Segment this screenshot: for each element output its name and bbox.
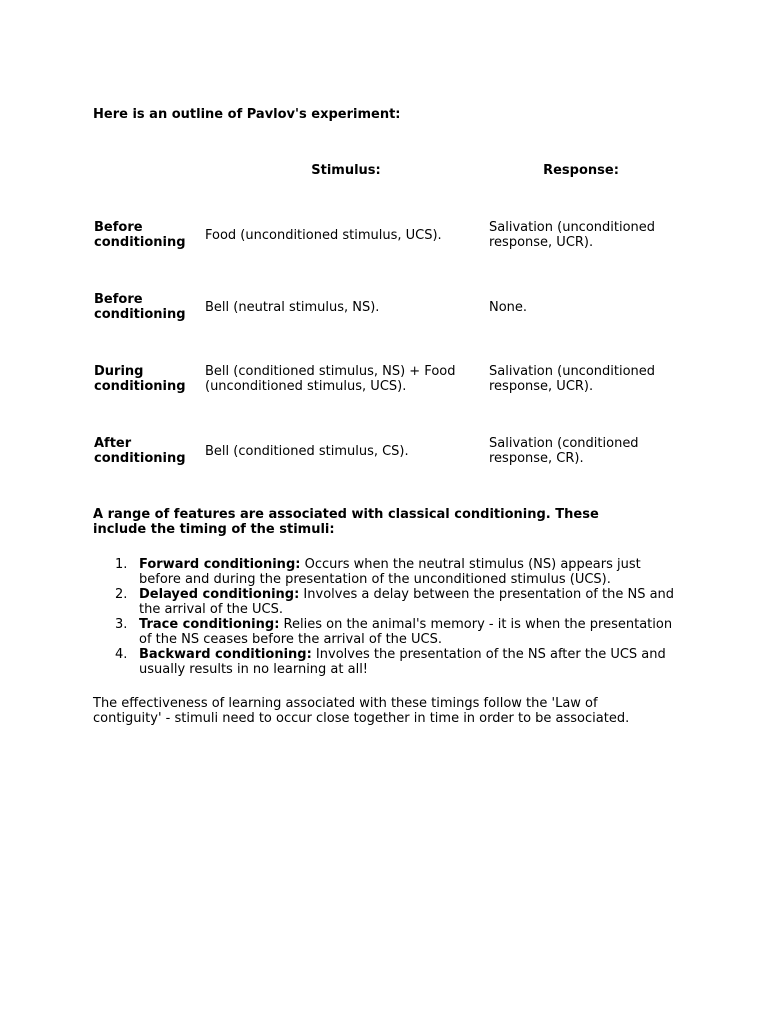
list-text: Relies on the animal's memory - it is when the presentation of the NS ceases before the arrival of the UCS. xyxy=(139,617,673,647)
list-term: Trace conditioning: xyxy=(139,617,280,632)
row-stimulus: Bell (conditioned stimulus, CS). xyxy=(205,444,409,459)
row-stimulus: Food (unconditioned stimulus, UCS). xyxy=(205,228,442,243)
row-response: Salivation (conditioned response, CR). xyxy=(489,436,639,466)
list-number: 4. xyxy=(115,647,128,662)
list-term: Backward conditioning: xyxy=(139,647,312,662)
list-item xyxy=(93,557,683,587)
table-row xyxy=(93,436,693,470)
features-heading: A range of features are associated with classical conditioning. These include the timing of the stimuli: xyxy=(93,507,599,537)
row-stimulus: Bell (conditioned stimulus, NS) + Food (unconditioned stimulus, UCS). xyxy=(205,364,456,394)
table-row xyxy=(93,292,693,326)
list-term: Delayed conditioning: xyxy=(139,587,300,602)
row-response: Salivation (unconditioned response, UCR). xyxy=(489,364,656,394)
list-number: 1. xyxy=(115,557,128,572)
list-term: Forward conditioning: xyxy=(139,557,301,572)
list-text: Involves a delay between the presentation of the NS and the arrival of the UCS. xyxy=(139,587,675,617)
row-label: During conditioning xyxy=(94,364,186,394)
list-number: 3. xyxy=(115,617,128,632)
response-column-header: Response: xyxy=(543,163,619,178)
row-label: After conditioning xyxy=(94,436,186,466)
list-text: Involves the presentation of the NS after the UCS and usually results in no learning at all! xyxy=(139,647,666,677)
list-item xyxy=(93,647,683,677)
list-item xyxy=(93,617,683,647)
table-row xyxy=(93,364,693,398)
table-row xyxy=(93,220,693,254)
list-text: Occurs when the neutral stimulus (NS) appears just before and during the presentation of the unconditioned stimulus (UCS). xyxy=(139,557,641,587)
list-number: 2. xyxy=(115,587,128,602)
closing-paragraph: The effectiveness of learning associated with these timings follow the 'Law of contiguity' - stimuli need to occur close together in time in order to be associated. xyxy=(93,696,630,726)
row-response: None. xyxy=(489,300,528,315)
row-stimulus: Bell (neutral stimulus, NS). xyxy=(205,300,380,315)
stimulus-column-header: Stimulus: xyxy=(311,163,381,178)
row-label: Before conditioning xyxy=(94,220,186,250)
row-response: Salivation (unconditioned response, UCR). xyxy=(489,220,656,250)
intro-heading: Here is an outline of Pavlov's experiment: xyxy=(93,107,401,122)
list-item xyxy=(93,587,683,617)
timing-list xyxy=(93,557,683,677)
row-label: Before conditioning xyxy=(94,292,186,322)
